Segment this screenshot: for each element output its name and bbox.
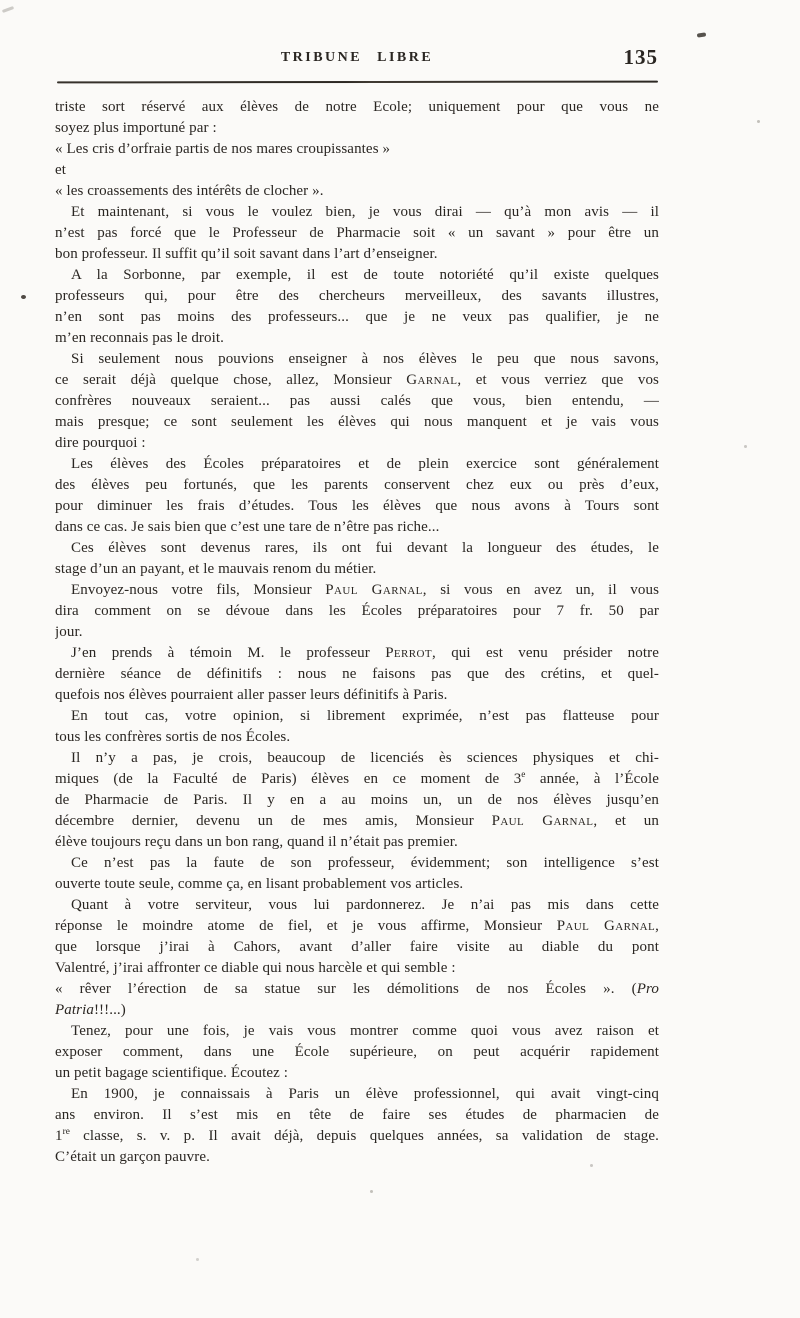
paragraph (55, 202, 659, 265)
text-line: de Pharmacie de Paris. Il y en a au moins un, un de nos élèves jusqu’en (55, 792, 659, 808)
text-line: Si seulement nous pouvions enseigner à nos élèves le peu que nous savons, (71, 351, 659, 367)
text-line: Et maintenant, si vous le voulez bien, je vous dirai — qu’à mon avis — il (71, 204, 659, 220)
text-line: pour diminuer les frais d’études. Tous les élèves que nous avons à Tours sont (55, 498, 659, 514)
text-line: Ce n’est pas la faute de son professeur, évidemment; son intelligence s’est (71, 855, 659, 871)
text-line: que lorsque j’irai à Cahors, avant d’aller faire visite au diable du pont (55, 939, 659, 955)
text-line: Tenez, pour une fois, je vais vous montrer comme quoi vous avez raison et (71, 1023, 659, 1039)
text-line: professeurs qui, pour être des chercheurs merveilleux, des savants illustres, (55, 288, 659, 304)
text-line: J’en prends à témoin M. le professeur Perrot, qui est venu présider notre (71, 645, 659, 661)
paragraph (55, 454, 659, 538)
text-line: dernière séance de définitifs : nous ne faisons pas que des crétins, et quel- (55, 666, 659, 682)
text-line: et (55, 162, 67, 178)
paragraph (55, 979, 659, 1021)
text-line: un petit bagage scientifique. Écoutez : (55, 1065, 288, 1081)
text-line: mais presque; ce sont seulement les élèves qui nous manquent et je vais vous (55, 414, 659, 430)
text-line: ce serait déjà quelque chose, allez, Monsieur Garnal, et vous verriez que vos (55, 372, 659, 388)
text-line: Ces élèves sont devenus rares, ils ont fui devant la longueur des études, le (71, 540, 659, 556)
text-line: Les élèves des Écoles préparatoires et de plein exercice sont généralement (71, 456, 659, 472)
paragraph (55, 265, 659, 349)
text-line: ans environ. Il s’est mis en tête de faire ses études de pharmacien de (55, 1107, 659, 1123)
text-line: tous les confrères sortis de nos Écoles. (55, 729, 291, 745)
text-line: Patria!!!...) (55, 1002, 126, 1018)
text-line: dira comment on se dévoue dans les Écoles préparatoires pour 7 fr. 50 par (55, 603, 659, 619)
text-line: dans ce cas. Je sais bien que c’est une tare de n’être pas riche... (55, 519, 440, 535)
text-line: jour. (55, 624, 83, 640)
text-line: Valentré, j’irai affronter ce diable qui nous harcèle et qui semble : (55, 960, 456, 976)
text-line: En 1900, je connaissais à Paris un élève professionnel, qui avait vingt-cinq (71, 1086, 659, 1102)
paragraph (55, 139, 659, 160)
text-line: C’était un garçon pauvre. (55, 1149, 210, 1165)
text-block (55, 97, 659, 1168)
text-line: dire pourquoi : (55, 435, 146, 451)
ink-speck (21, 295, 26, 299)
text-line: des élèves peu fortunés, que les parents conservent chez eux ou près d’eux, (55, 477, 659, 493)
paragraph (55, 160, 659, 181)
text-line: « rêver l’érection de sa statue sur les démolitions de nos Écoles ». (Pro (55, 981, 659, 997)
paragraph (55, 538, 659, 580)
paragraph (55, 1021, 659, 1084)
text-line: bon professeur. Il suffit qu’il soit savant dans l’art d’enseigner. (55, 246, 438, 262)
ink-speck (757, 120, 760, 123)
text-line: ouverte toute seule, comme ça, en lisant probablement vos articles. (55, 876, 464, 892)
text-line: 1re classe, s. v. p. Il avait déjà, depuis quelques années, sa validation de stage. (55, 1127, 659, 1144)
ink-speck (370, 1190, 373, 1193)
paragraph (55, 97, 659, 139)
text-line: réponse le moindre atome de fiel, et je vous affirme, Monsieur Paul Garnal, (55, 918, 659, 934)
text-line: quefois nos élèves pourraient aller passer leurs définitifs à Paris. (55, 687, 448, 703)
paragraph (55, 349, 659, 454)
paragraph (55, 748, 659, 853)
paragraph (55, 853, 659, 895)
ink-speck (744, 445, 747, 448)
page-title: TRIBUNE LIBRE (280, 50, 434, 65)
paragraph (55, 643, 659, 706)
text-line: triste sort réservé aux élèves de notre Ecole; uniquement pour que vous ne (55, 99, 659, 115)
text-line: miques (de la Faculté de Paris) élèves en ce moment de 3e année, à l’École (55, 770, 659, 787)
text-line: « Les cris d’orfraie partis de nos mares croupissantes » (55, 141, 391, 157)
text-line: élève toujours reçu dans un bon rang, quand il n’était pas premier. (55, 834, 458, 850)
paragraph (55, 181, 659, 202)
text-line: stage d’un an payant, et le mauvais renom du métier. (55, 561, 377, 577)
ink-speck (2, 6, 14, 13)
text-line: soyez plus importuné par : (55, 120, 217, 136)
paragraph (55, 895, 659, 979)
ink-speck (590, 1164, 593, 1167)
text-line: n’est pas forcé que le Professeur de Pharmacie soit « un savant » pour être un (55, 225, 659, 241)
text-line: m’en reconnais pas le droit. (55, 330, 224, 346)
paragraph (55, 706, 659, 748)
paragraph (55, 580, 659, 643)
text-line: décembre dernier, devenu un de mes amis, Monsieur Paul Garnal, et un (55, 813, 659, 829)
text-line: « les croassements des intérêts de clocher ». (55, 183, 324, 199)
text-line: exposer comment, dans une École supérieure, on peut acquérir rapidement (55, 1044, 659, 1060)
paragraph (55, 1084, 659, 1168)
text-line: Il n’y a pas, je crois, beaucoup de licenciés ès sciences physiques et chi- (71, 750, 659, 766)
running-head (56, 45, 658, 71)
page-number: 135 (623, 45, 658, 69)
text-line: n’en sont pas moins des professeurs... que je ne veux pas qualifier, je ne (55, 309, 659, 325)
text-line: A la Sorbonne, par exemple, il est de toute notoriété qu’il existe quelques (71, 267, 659, 283)
text-line: confrères nouveaux seraient... pas aussi calés que vous, bien entendu, — (55, 393, 659, 409)
header-rule (57, 81, 658, 84)
text-line: Quant à votre serviteur, vous lui pardonnerez. Je n’ai pas mis dans cette (71, 897, 659, 913)
ink-speck (196, 1258, 199, 1261)
text-line: En tout cas, votre opinion, si librement exprimée, n’est pas flatteuse pour (71, 708, 659, 724)
ink-speck (697, 32, 706, 37)
text-line: Envoyez-nous votre fils, Monsieur Paul Garnal, si vous en avez un, il vous (71, 582, 659, 598)
